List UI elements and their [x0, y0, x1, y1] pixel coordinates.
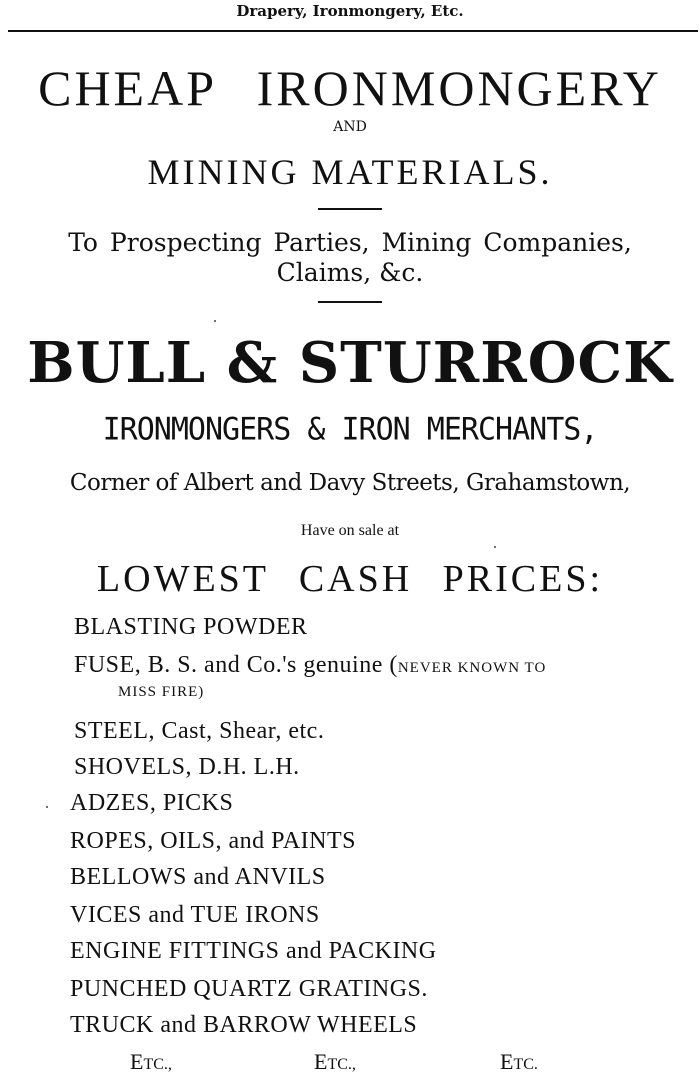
headline-cheap-ironmongery: CHEAP IRONMONGERY	[38, 60, 662, 116]
firm-trade: IRONMONGERS & IRON MERCHANTS,	[102, 411, 598, 448]
list-item: ADZES, PICKS	[70, 790, 234, 816]
list-item: TRUCK and BARROW WHEELS	[70, 1012, 418, 1038]
firm-name: BULL & STURROCK	[27, 330, 673, 396]
headline-conjunction: AND	[333, 119, 367, 135]
fuse-note: NEVER KNOWN TO	[397, 660, 547, 676]
audience-line-2: Claims, &c.	[276, 258, 424, 287]
list-item: PUNCHED QUARTZ GRATINGS.	[70, 976, 428, 1002]
running-head: Drapery, Ironmongery, Etc.	[236, 2, 464, 20]
list-item: FUSE, B. S. and Co.'s genuine (NEVER KNOWN TO	[74, 652, 547, 678]
on-sale-note: Have on sale at	[300, 522, 400, 539]
fuse-note-continuation: MISS FIRE)	[118, 684, 205, 700]
audience-line-1: To Prospecting Parties, Mining Companies,	[68, 228, 632, 257]
list-item: BELLOWS and ANVILS	[70, 864, 326, 890]
list-item: VICES and TUE IRONS	[70, 902, 320, 928]
list-item: ENGINE FITTINGS and PACKING	[70, 938, 437, 964]
firm-address: Corner of Albert and Davy Streets, Grahamstown,	[69, 470, 631, 496]
print-speck	[494, 546, 496, 548]
list-item: SHOVELS, D.H. L.H.	[74, 754, 300, 780]
prices-headline: LOWEST CASH PRICES:	[96, 558, 604, 600]
etc-word: ETC.	[500, 1049, 538, 1074]
section-divider-1	[318, 208, 382, 210]
print-speck	[214, 320, 216, 322]
header-divider	[8, 30, 698, 32]
headline-mining-materials: MINING MATERIALS.	[147, 152, 553, 192]
section-divider-2	[318, 301, 382, 303]
etc-word: ETC.,	[314, 1049, 356, 1074]
list-item: STEEL, Cast, Shear, etc.	[74, 718, 325, 744]
print-speck	[46, 806, 48, 808]
list-item: ROPES, OILS, and PAINTS	[70, 828, 356, 854]
list-item: BLASTING POWDER	[74, 614, 308, 640]
etc-word: ETC.,	[130, 1049, 172, 1074]
